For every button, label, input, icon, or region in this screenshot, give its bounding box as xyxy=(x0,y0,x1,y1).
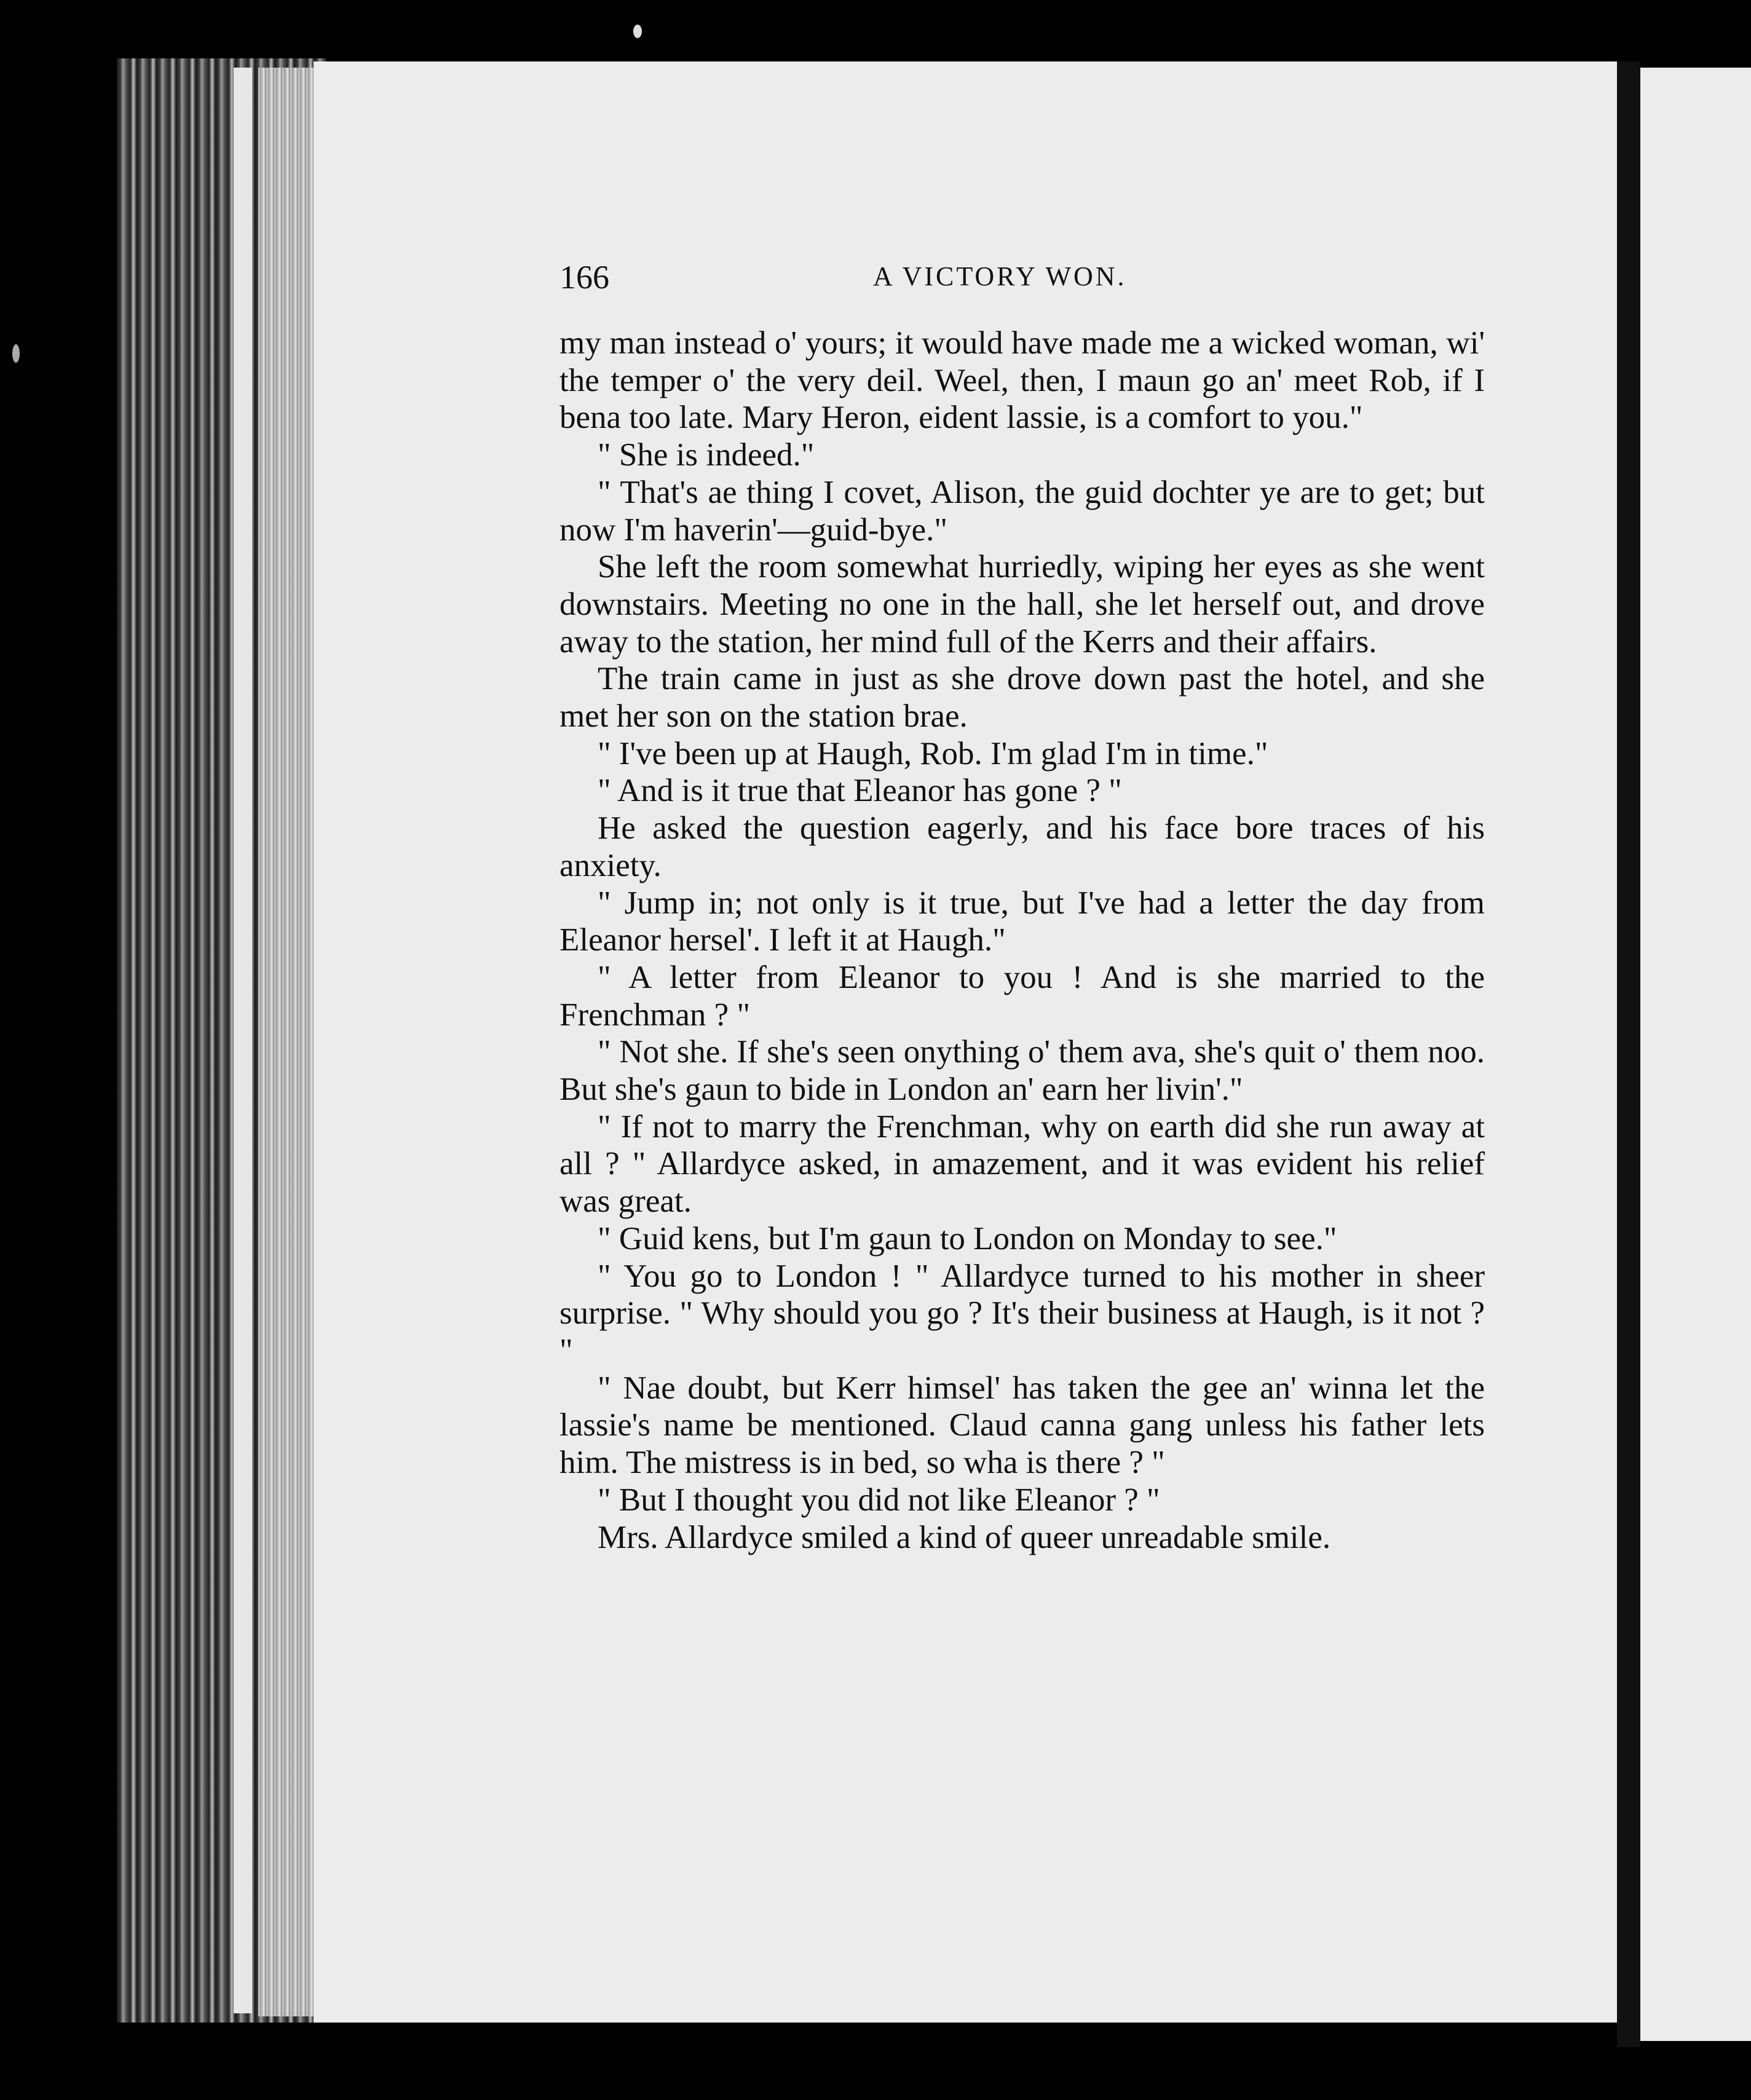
paragraph: " A letter from Eleanor to you ! And is she married to the Frenchman ? " xyxy=(559,959,1485,1033)
paragraph: The train came in just as she drove down past the hotel, and she met her son on the station brae. xyxy=(559,661,1485,735)
page-number: 166 xyxy=(559,259,609,296)
paragraph: " She is indeed." xyxy=(598,437,815,473)
paragraph: Mrs. Allardyce smiled a kind of queer unreadable smile. xyxy=(598,1519,1331,1555)
paragraph: " You go to London ! " Allardyce turned to his mother in sheer surprise. " Why should you go ? It's their business at Haugh, is it not ? " xyxy=(559,1258,1485,1368)
paragraph: " Nae doubt, but Kerr himsel' has taken the gee an' winna let the lassie's name be mentioned. Claud canna gang unless his father lets him. The mistress is in bed, so wha is there ? " xyxy=(559,1370,1485,1481)
dust-speck xyxy=(633,25,642,38)
paragraph: " That's ae thing I covet, Alison, the guid dochter ye are to get; but now I'm haverin'—guid-bye." xyxy=(559,474,1485,548)
page-header xyxy=(559,258,1488,301)
paragraph: my man instead o' yours; it would have made me a wicked woman, wi' the temper o' the very deil. Weel, then, I maun go an' meet Rob, if I bena too late. Mary Heron, eident lassie, is a comfort to you." xyxy=(559,325,1485,436)
paragraph: " Guid kens, but I'm gaun to London on Monday to see." xyxy=(598,1220,1337,1257)
running-title: A VICTORY WON. xyxy=(873,261,1127,291)
dust-speck xyxy=(12,344,20,363)
book-gutter xyxy=(1617,61,1640,2047)
page-edge-stack xyxy=(258,68,314,2016)
paragraph: " And is it true that Eleanor has gone ? " xyxy=(598,773,1122,809)
paragraph: " Jump in; not only is it true, but I've had a letter the day from Eleanor hersel'. I left it at Haugh." xyxy=(559,885,1485,958)
paragraph: He asked the question eagerly, and his face bore traces of his anxiety. xyxy=(559,810,1485,883)
paragraph: " If not to marry the Frenchman, why on earth did she run away at all ? " Allardyce asked, in amazement, and it was evident his relief was great. xyxy=(559,1108,1485,1220)
paragraph: " But I thought you did not like Eleanor ? " xyxy=(598,1482,1160,1518)
paragraph: She left the room somewhat hurriedly, wiping her eyes as she went downstairs. Meeting no one in the hall, she let herself out, and drove away to the station, her mind full of the Kerrs and their affairs. xyxy=(559,549,1485,660)
facing-page-edge xyxy=(1640,68,1751,2041)
paragraph: " Not she. If she's seen onything o' them ava, she's quit o' them noo. But she's gaun to bide in London an' earn her livin'." xyxy=(559,1034,1485,1108)
page-body xyxy=(559,325,1485,1556)
paragraph: " I've been up at Haugh, Rob. I'm glad I'm in time." xyxy=(598,735,1268,772)
page-edge-highlight xyxy=(234,68,252,2013)
